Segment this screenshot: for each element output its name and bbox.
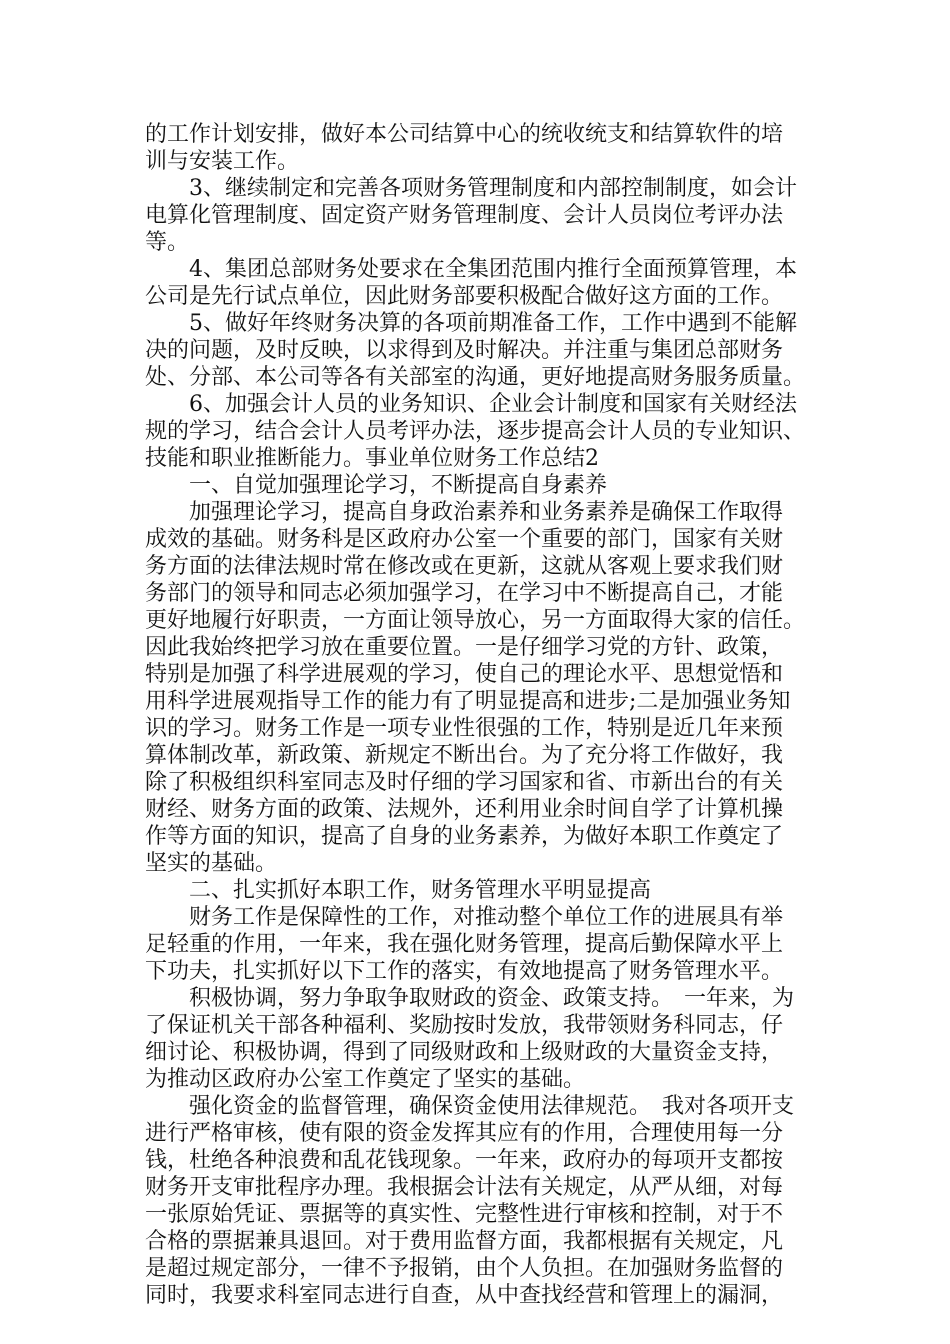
- text-line: 下功夫，扎实抓好以下工作的落实，有效地提高了财务管理水平。: [145, 959, 784, 984]
- text-line: 加强理论学习，提高自身政治素养和业务素养是确保工作取得: [145, 500, 784, 525]
- text-line: 3、继续制定和完善各项财务管理制度和内部控制制度，如会计: [145, 176, 797, 201]
- section-heading: 一、自觉加强理论学习，不断提高自身素养: [145, 473, 608, 498]
- text-line: 强化资金的监督管理，确保资金使用法律规范。 我对各项开支: [145, 1094, 795, 1119]
- text-line: 坚实的基础。: [145, 851, 278, 876]
- text-line: 积极协调，努力争取争取财政的资金、政策支持。 一年来，为: [145, 986, 795, 1011]
- text-line: 进行严格审核，使有限的资金发挥其应有的作用，合理使用每一分: [145, 1121, 784, 1146]
- text-line: 财经、财务方面的政策、法规外，还利用业余时间自学了计算机操: [145, 797, 784, 822]
- text-line: 了保证机关干部各种福利、奖励按时发放，我带领财务科同志，仔: [145, 1013, 784, 1038]
- text-line: 是超过规定部分，一律不予报销，由个人负担。在加强财务监督的: [145, 1256, 784, 1281]
- text-line: 用科学进展观指导工作的能力有了明显提高和进步;二是加强业务知: [145, 689, 791, 714]
- text-line: 更好地履行好职责，一方面让领导放心，另一方面取得大家的信任。: [145, 608, 806, 633]
- text-line: 5、做好年终财务决算的各项前期准备工作，工作中遇到不能解: [145, 311, 797, 336]
- text-line: 合格的票据兼具退回。对于费用监督方面，我都根据有关规定，凡: [145, 1229, 784, 1254]
- text-line: 电算化管理制度、固定资产财务管理制度、会计人员岗位考评办法: [145, 203, 784, 228]
- text-line: 财务工作是保障性的工作，对推动整个单位工作的进展具有举: [145, 905, 784, 930]
- text-line: 作等方面的知识，提高了自身的业务素养，为做好本职工作奠定了: [145, 824, 784, 849]
- text-line: 财务开支审批程序办理。我根据会计法有关规定，从严从细，对每: [145, 1175, 784, 1200]
- text-line: 等。: [145, 230, 190, 255]
- text-line: 务方面的法律法规时常在修改或在更新，这就从客观上要求我们财: [145, 554, 784, 579]
- text-line: 训与安装工作。: [145, 149, 300, 174]
- text-line: 4、集团总部财务处要求在全集团范围内推行全面预算管理，本: [145, 257, 797, 282]
- text-line: 除了积极组织科室同志及时仔细的学习国家和省、市新出台的有关: [145, 770, 784, 795]
- text-line: 公司是先行试点单位，因此财务部要积极配合做好这方面的工作。: [145, 284, 784, 309]
- text-line: 算体制改革，新政策、新规定不断出台。为了充分将工作做好，我: [145, 743, 784, 768]
- text-line: 为推动区政府办公室工作奠定了坚实的基础。: [145, 1067, 586, 1092]
- text-line: 成效的基础。财务科是区政府办公室一个重要的部门，国家有关财: [145, 527, 784, 552]
- document-body: [145, 121, 825, 1309]
- text-line: 处、分部、本公司等各有关部室的沟通，更好地提高财务服务质量。: [145, 365, 806, 390]
- text-line: 识的学习。财务工作是一项专业性很强的工作，特别是近几年来预: [145, 716, 784, 741]
- text-line: 同时，我要求科室同志进行自查，从中查找经营和管理上的漏洞，: [145, 1283, 784, 1308]
- text-line: 足轻重的作用，一年来，我在强化财务管理，提高后勤保障水平上: [145, 932, 784, 957]
- text-line: 务部门的领导和同志必须加强学习，在学习中不断提高自己，才能: [145, 581, 784, 606]
- text-line: 钱，杜绝各种浪费和乱花钱现象。一年来，政府办的每项开支都按: [145, 1148, 784, 1173]
- text-line: 的工作计划安排，做好本公司结算中心的统收统支和结算软件的培: [145, 122, 784, 147]
- text-line: 特别是加强了科学进展观的学习，使自己的理论水平、思想觉悟和: [145, 662, 784, 687]
- text-line: 6、加强会计人员的业务知识、企业会计制度和国家有关财经法: [145, 392, 797, 417]
- text-line: 一张原始凭证、票据等的真实性、完整性进行审核和控制，对于不: [145, 1202, 784, 1227]
- text-line: 细讨论、积极协调，得到了同级财政和上级财政的大量资金支持，: [145, 1040, 784, 1065]
- text-line: 决的问题，及时反映，以求得到及时解决。并注重与集团总部财务: [145, 338, 784, 363]
- section-heading: 二、扎实抓好本职工作，财务管理水平明显提高: [145, 878, 652, 903]
- text-line: 因此我始终把学习放在重要位置。一是仔细学习党的方针、政策，: [145, 635, 784, 660]
- text-line: 规的学习，结合会计人员考评办法，逐步提高会计人员的专业知识、: [145, 419, 806, 444]
- text-line: 技能和职业推断能力。事业单位财务工作总结2: [145, 446, 599, 471]
